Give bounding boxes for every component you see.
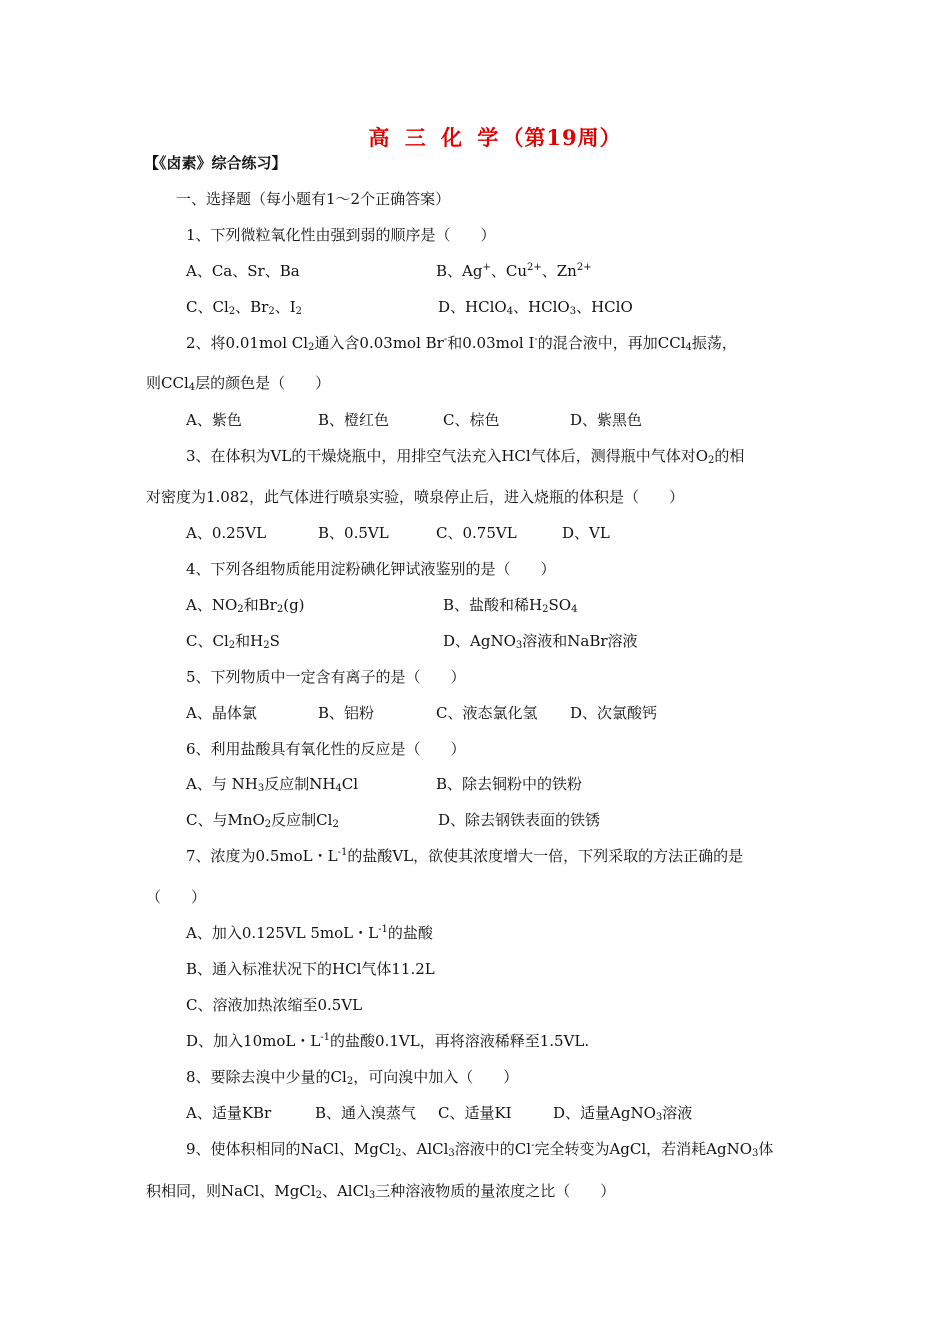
q8-option-b: B、通入溴蒸气 <box>315 1104 417 1122</box>
page-title: 高 三 化 学（第19周） <box>368 125 622 150</box>
question-4-stem: 4、下列各组物质能用淀粉碘化钾试液鉴别的是（ ） <box>186 560 556 578</box>
q7-option-a: A、加入0.125VL 5moL・$L^{-1}$的盐酸 <box>186 924 433 942</box>
q6-option-c: C、与MnO$_2$反应制$Cl_2$ <box>186 811 339 830</box>
q5-option-d: D、次氯酸钙 <box>570 704 658 722</box>
q5-option-a: A、晶体氯 <box>186 704 257 722</box>
q8-option-d: D、适量AgNO$_3$溶液 <box>553 1104 693 1123</box>
section-intro: 一、选择题（每小题有1～2个正确答案） <box>176 190 451 208</box>
q5-option-b: B、铝粉 <box>318 704 375 722</box>
question-3-line1: 3、在体积为VL的干燥烧瓶中，用排空气法充入HCl气体后，测得瓶中气体对$O_2$的相 <box>186 447 745 466</box>
question-9-line2: 积相同，则NaCl、MgCl$_2$、AlCl$_3$三种溶液物质的量浓度之比（ ） <box>146 1182 616 1201</box>
q4-option-d: D、AgNO$_3$溶液和NaBr溶液 <box>443 632 638 651</box>
q1-option-a: A、Ca、Sr、Ba <box>186 262 300 280</box>
q3-option-c: C、0.75VL <box>436 524 517 542</box>
q7-option-d: D、加入10moL・$L^{-1}$的盐酸0.1VL，再将溶液稀释至1.5VL. <box>186 1032 590 1050</box>
section-title: 【《卤素》综合练习】 <box>144 154 287 172</box>
q8-option-a: A、适量KBr <box>186 1104 272 1122</box>
q1-option-c: C、$Cl_2$、$Br_2$、$I_2$ <box>186 298 303 317</box>
question-6-stem: 6、利用盐酸具有氧化性的反应是（ ） <box>186 740 466 758</box>
q8-option-c: C、适量KI <box>438 1104 512 1122</box>
q6-option-a: A、与 $NH_3$反应制$NH_4Cl$ <box>186 775 359 794</box>
question-3-line2: 对密度为1.082，此气体进行喷泉实验，喷泉停止后，进入烧瓶的体积是（ ） <box>146 488 684 506</box>
q2-option-a: A、紫色 <box>186 411 242 429</box>
question-2-line2: 则CCl$_4$层的颜色是（ ） <box>146 374 331 393</box>
q3-option-d: D、VL <box>562 524 610 542</box>
question-7-line1: 7、浓度为0.5moL・$L^{-1}$的盐酸VL，欲使其浓度增大一倍，下列采取的方法正确的是 <box>186 847 744 865</box>
question-8-stem: 8、要除去溴中少量的$Cl_2$，可向溴中加入（ ） <box>186 1068 519 1087</box>
question-2-line1: 2、将0.01mol $Cl_2$通入含0.03mol Br-和0.03mol I-的混合液中，再加CCl$_4$振荡， <box>186 334 737 353</box>
q5-option-c: C、液态氯化氢 <box>436 704 538 722</box>
q3-option-b: B、0.5VL <box>318 524 389 542</box>
q6-option-d: D、除去钢铁表面的铁锈 <box>438 811 601 829</box>
q1-option-b: B、Ag+、$Cu^{2+}$、$Zn^{2+}$ <box>436 262 592 280</box>
question-1-stem: 1、下列微粒氧化性由强到弱的顺序是（ ） <box>186 226 496 244</box>
question-5-stem: 5、下列物质中一定含有离子的是（ ） <box>186 668 466 686</box>
q2-option-c: C、棕色 <box>443 411 500 429</box>
q3-option-a: A、0.25VL <box>186 524 267 542</box>
q2-option-d: D、紫黑色 <box>570 411 643 429</box>
q6-option-b: B、除去铜粉中的铁粉 <box>436 775 583 793</box>
q7-option-b: B、通入标准状况下的HCl气体11.2L <box>186 960 435 978</box>
q4-option-a: A、$NO_2$和$Br_2(g)$ <box>186 596 305 615</box>
question-7-line2: （ ） <box>146 888 207 906</box>
q2-option-b: B、橙红色 <box>318 411 390 429</box>
q4-option-c: C、$Cl_2$和$H_2S$ <box>186 632 280 651</box>
q7-option-c: C、溶液加热浓缩至0.5VL <box>186 996 363 1014</box>
q1-option-d: D、HClO$_4$、HClO$_3$、HClO <box>438 298 633 317</box>
q4-option-b: B、盐酸和稀$H_2SO_4$ <box>443 596 578 615</box>
question-9-line1: 9、使体积相同的NaCl、MgCl$_2$、AlCl$_3$溶液中的Cl-完全转变为AgCl，若消耗AgNO$_3$体 <box>186 1140 774 1159</box>
